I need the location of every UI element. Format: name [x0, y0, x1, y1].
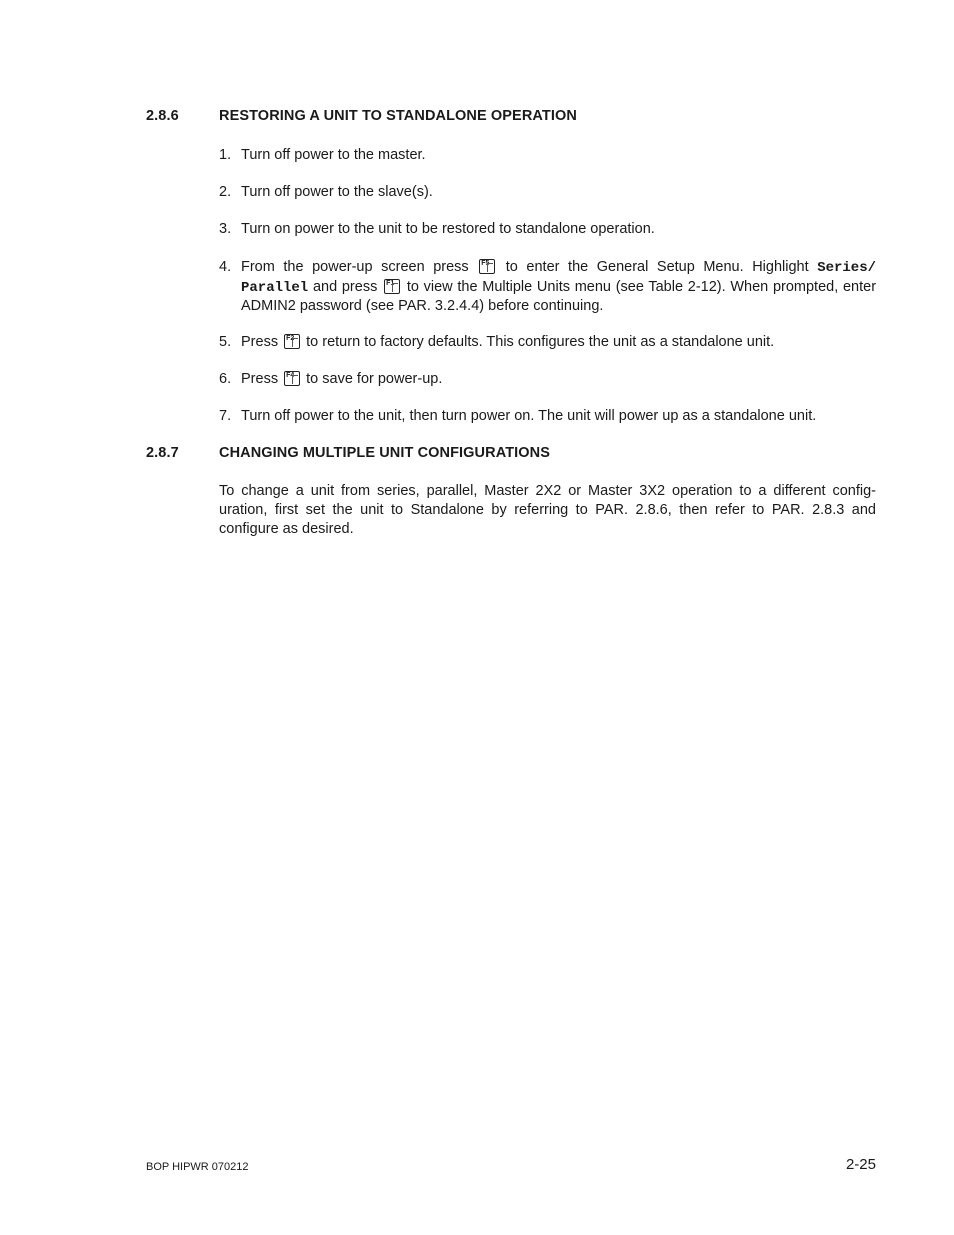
- step-number: 3.: [219, 221, 232, 237]
- step-number: 4.: [219, 259, 232, 275]
- menu-item-code: Series/ Parallel: [241, 260, 877, 296]
- section-title: RESTORING A UNIT TO STANDALONE OPERATION: [219, 108, 577, 124]
- list-item: [219, 183, 876, 202]
- step-text: From the power-up screen press F5 to enter the General Setup Menu. Highlight Series/ Parallel and press F1 to view the Multiple Units menu (see Table 2-12). When prompted, enter ADMIN2 password (see PAR. 3.2.4.4) before continuing.: [241, 259, 877, 315]
- f2-key-icon: F2: [284, 334, 300, 349]
- step-text: Turn off power to the unit, then turn power on. The unit will power up as a standalone unit.: [241, 408, 817, 424]
- list-item: [219, 220, 876, 239]
- section-number: 2.8.7: [146, 445, 179, 461]
- list-item: [219, 333, 876, 352]
- list-item: [219, 407, 876, 426]
- step-number: 5.: [219, 334, 232, 350]
- f5-key-icon: F5: [479, 259, 495, 274]
- page-number: 2-25: [845, 1156, 876, 1173]
- section-heading-2-8-6: [146, 108, 577, 124]
- f4-key-icon: F4: [284, 371, 300, 386]
- section-body: To change a unit from series, parallel, Master 2X2 or Master 3X2 operation to a different config-uration, first set the unit to Standalone by referring to PAR. 2.8.6, then refer to PAR. 2.8.3 and configure as desired.: [219, 483, 876, 537]
- step-text: Turn off power to the master.: [241, 147, 426, 163]
- list-item: [219, 258, 876, 316]
- step-number: 7.: [219, 408, 232, 424]
- section-title: CHANGING MULTIPLE UNIT CONFIGURATIONS: [219, 445, 551, 461]
- step-number: 2.: [219, 184, 232, 200]
- step-number: 1.: [219, 147, 232, 163]
- section-heading-2-8-7: [146, 445, 550, 461]
- list-item: [219, 370, 876, 389]
- step-text: Press F2 to return to factory defaults. This configures the unit as a standalone unit.: [241, 334, 775, 350]
- list-item: [219, 146, 876, 165]
- f1-key-icon: F1: [384, 279, 400, 294]
- section-number: 2.8.6: [146, 108, 179, 124]
- step-number: 6.: [219, 371, 232, 387]
- step-text: Press F4 to save for power-up.: [241, 371, 443, 387]
- step-text: Turn off power to the slave(s).: [241, 184, 433, 200]
- step-text: Turn on power to the unit to be restored to standalone operation.: [241, 221, 655, 237]
- footer-doc-id: BOP HIPWR 070212: [146, 1161, 249, 1173]
